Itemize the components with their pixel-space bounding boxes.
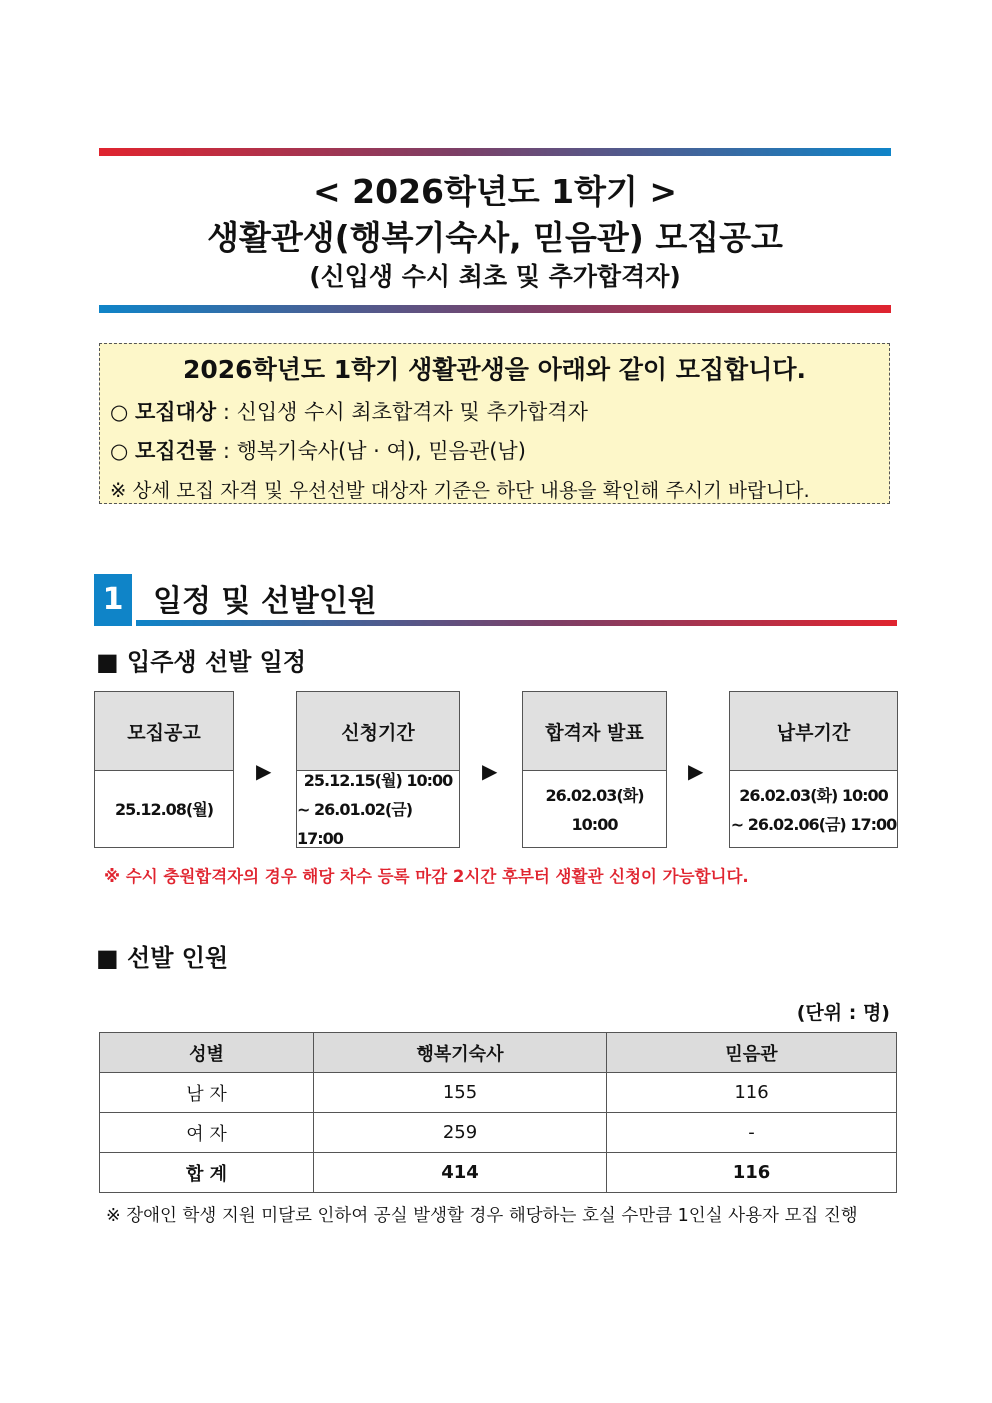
section-number-badge: 1 — [94, 574, 132, 626]
cell-total-happy-dorm: 414 — [314, 1153, 607, 1193]
circle-bullet-icon: ○ — [110, 400, 129, 424]
col-happy-dorm: 행복기숙사 — [314, 1033, 607, 1073]
title-main: 생활관생(행복기숙사, 믿음관) 모집공고 — [207, 218, 783, 257]
table-total-row — [100, 1153, 897, 1193]
step-line2: 10:00 — [571, 814, 618, 834]
title-semester: < 2026학년도 1학기 > — [313, 172, 677, 211]
step-line1: 26.02.03(화) — [545, 785, 644, 805]
triangle-right-icon: ▶ — [482, 759, 498, 783]
step-date — [95, 771, 233, 848]
cell-happy-dorm: 259 — [314, 1113, 607, 1153]
triangle-right-icon: ▶ — [688, 759, 704, 783]
step-line1: 25.12.15(월) 10:00 — [303, 771, 453, 790]
cell-total-faith-hall: 116 — [607, 1153, 897, 1193]
col-gender: 성별 — [100, 1033, 314, 1073]
notice-remark: ※ 상세 모집 자격 및 우선선발 대상자 기준은 하단 내용을 확인해 주시기 바랍니다. — [110, 479, 810, 502]
step-date — [523, 771, 666, 848]
schedule-step-payment — [729, 691, 898, 848]
notice-box — [99, 343, 890, 504]
quota-footnote: ※ 장애인 학생 지원 미달로 인하여 공실 발생할 경우 해당하는 호실 수만큼 1인실 사용자 모집 진행 — [106, 1206, 858, 1226]
quota-table — [99, 1032, 897, 1193]
schedule-heading: ■ 입주생 선발 일정 — [96, 648, 307, 676]
step-line1: 25.12.08(월) — [114, 800, 214, 819]
circle-bullet-icon: ○ — [110, 439, 129, 463]
section-title: 일정 및 선발인원 — [153, 584, 377, 619]
step-date — [297, 771, 459, 848]
notice-heading: 2026학년도 1학기 생활관생을 아래와 같이 모집합니다. — [183, 355, 806, 384]
cell-faith-hall: - — [607, 1113, 897, 1153]
notice-item-building — [110, 435, 526, 465]
cell-gender: 남 자 — [100, 1073, 314, 1113]
bottom-gradient-bar — [99, 305, 891, 313]
step-label: 납부기간 — [730, 692, 897, 771]
quota-heading: ■ 선발 인원 — [96, 944, 229, 972]
cell-faith-hall: 116 — [607, 1073, 897, 1113]
schedule-note: ※ 수시 충원합격자의 경우 해당 차수 등록 마감 2시간 후부터 생활관 신청이 가능합니다. — [104, 867, 749, 886]
table-row — [100, 1073, 897, 1113]
step-date — [730, 771, 897, 848]
step-label: 신청기간 — [297, 692, 459, 771]
step-line2: ~ 26.01.02(금) 17:00 — [297, 800, 413, 848]
schedule-step-announce — [94, 691, 234, 848]
title-sub: (신입생 수시 최초 및 추가합격자) — [309, 262, 681, 291]
step-line1: 26.02.03(화) 10:00 — [739, 785, 888, 805]
notice-item-label: 모집건물 — [135, 439, 217, 463]
notice-item-value: : 신입생 수시 최초합격자 및 추가합격자 — [216, 400, 588, 424]
step-label: 모집공고 — [95, 692, 233, 771]
schedule-step-apply — [296, 691, 460, 848]
notice-item-label: 모집대상 — [135, 400, 217, 424]
step-label: 합격자 발표 — [523, 692, 666, 771]
notice-item-target — [110, 396, 588, 426]
top-gradient-bar — [99, 148, 891, 156]
section-underline — [136, 620, 897, 626]
notice-item-value: : 행복기숙사(남 · 여), 믿음관(남) — [216, 439, 526, 463]
quota-unit: (단위 : 명) — [796, 1002, 890, 1024]
triangle-right-icon: ▶ — [256, 759, 272, 783]
step-line2: ~ 26.02.06(금) 17:00 — [730, 814, 897, 834]
schedule-step-result — [522, 691, 667, 848]
table-header-row — [100, 1033, 897, 1073]
col-faith-hall: 믿음관 — [607, 1033, 897, 1073]
cell-total-label: 합 계 — [100, 1153, 314, 1193]
cell-gender: 여 자 — [100, 1113, 314, 1153]
table-row — [100, 1113, 897, 1153]
cell-happy-dorm: 155 — [314, 1073, 607, 1113]
